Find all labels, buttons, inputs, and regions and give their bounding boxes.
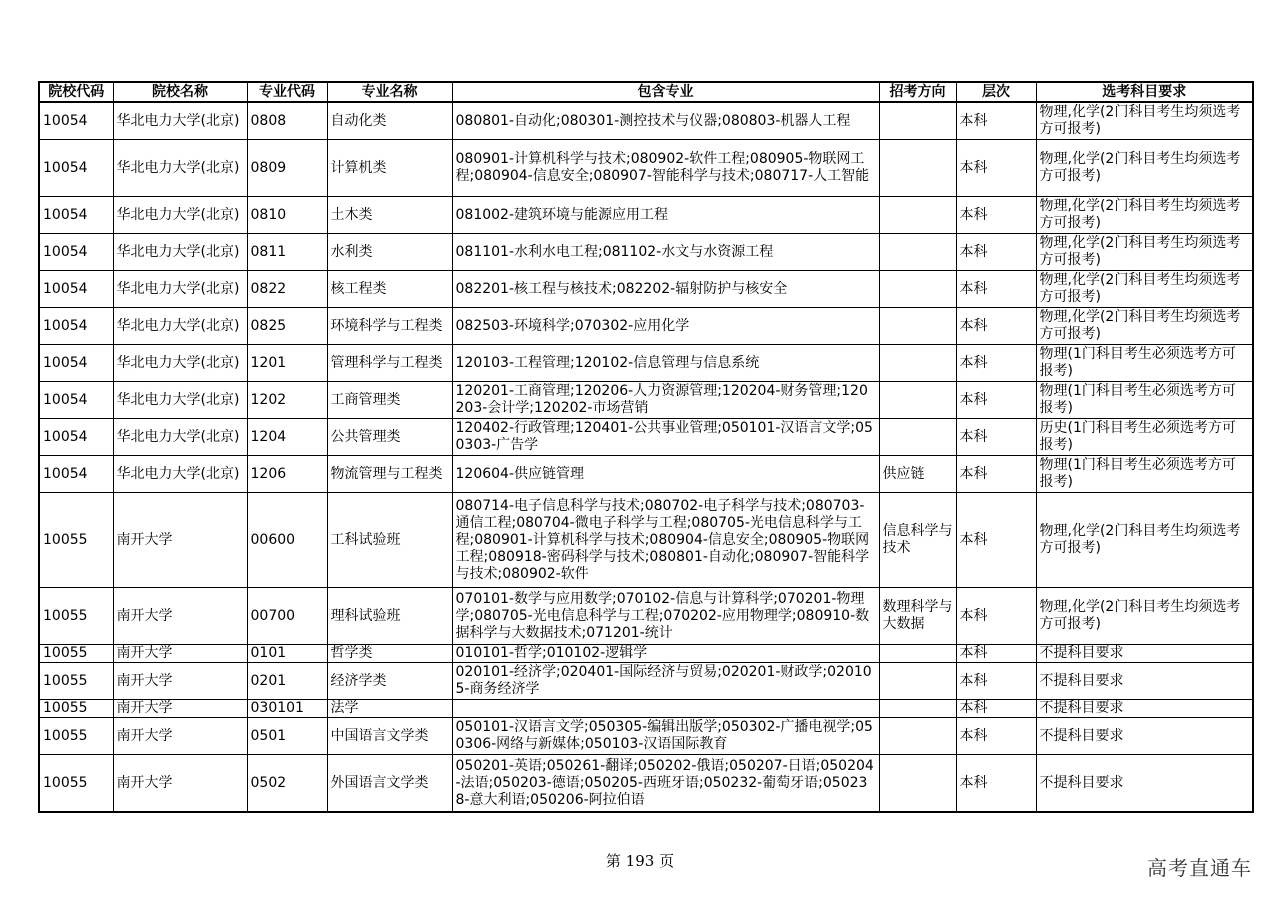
cell-level: 本科 <box>956 645 1036 663</box>
cell-school-name: 南开大学 <box>113 493 247 588</box>
watermark-text: 高考直通车 <box>1147 856 1252 880</box>
cell-school-name: 华北电力大学(北京) <box>113 197 247 234</box>
table-row <box>39 197 1253 234</box>
cell-level: 本科 <box>956 102 1036 140</box>
cell-major-code: 1202 <box>247 382 327 419</box>
cell-level: 本科 <box>956 197 1036 234</box>
cell-major-name: 中国语言文学类 <box>327 718 452 755</box>
cell-requirement: 物理,化学(2门科目考生均须选考方可报考) <box>1036 234 1253 271</box>
table-row <box>39 588 1253 645</box>
cell-level: 本科 <box>956 456 1036 493</box>
cell-level: 本科 <box>956 234 1036 271</box>
cell-included-majors: 082503-环境科学;070302-应用化学 <box>452 308 879 345</box>
cell-requirement: 不提科目要求 <box>1036 645 1253 663</box>
cell-requirement: 不提科目要求 <box>1036 663 1253 700</box>
table-header-row <box>39 82 1253 102</box>
admission-table-container <box>38 81 1252 813</box>
cell-included-majors: 080714-电子信息科学与技术;080702-电子科学与技术;080703-通信工程;080704-微电子科学与工程;080705-光电信息科学与工程;080901-计算机科学与技术;080904-信息安全;080905-物联网工程;080918-密码科学与技术;080801-自动化;080907-智能科学与技术;080902-软件 <box>452 493 879 588</box>
cell-level: 本科 <box>956 755 1036 813</box>
cell-school-name: 华北电力大学(北京) <box>113 271 247 308</box>
cell-school-code: 10055 <box>39 588 113 645</box>
cell-major-code: 0825 <box>247 308 327 345</box>
cell-direction <box>879 645 956 663</box>
cell-school-name: 南开大学 <box>113 700 247 718</box>
header-school-name: 院校名称 <box>113 82 247 102</box>
cell-direction <box>879 102 956 140</box>
header-school-code: 院校代码 <box>39 82 113 102</box>
cell-school-code: 10054 <box>39 382 113 419</box>
table-row <box>39 456 1253 493</box>
cell-direction <box>879 718 956 755</box>
cell-major-code: 0822 <box>247 271 327 308</box>
cell-direction <box>879 140 956 197</box>
table-row <box>39 102 1253 140</box>
cell-major-name: 计算机类 <box>327 140 452 197</box>
table-row <box>39 234 1253 271</box>
cell-major-code: 0502 <box>247 755 327 813</box>
cell-level: 本科 <box>956 700 1036 718</box>
cell-requirement: 历史(1门科目考生必须选考方可报考) <box>1036 419 1253 456</box>
cell-major-name: 经济学类 <box>327 663 452 700</box>
cell-school-code: 10055 <box>39 718 113 755</box>
cell-included-majors: 070101-数学与应用数学;070102-信息与计算科学;070201-物理学;080705-光电信息科学与工程;070202-应用物理学;080910-数据科学与大数据技术;071201-统计 <box>452 588 879 645</box>
cell-major-name: 土木类 <box>327 197 452 234</box>
cell-school-name: 南开大学 <box>113 718 247 755</box>
cell-requirement: 物理,化学(2门科目考生均须选考方可报考) <box>1036 588 1253 645</box>
cell-school-name: 华北电力大学(北京) <box>113 102 247 140</box>
cell-included-majors: 120103-工程管理;120102-信息管理与信息系统 <box>452 345 879 382</box>
cell-direction <box>879 197 956 234</box>
cell-requirement: 不提科目要求 <box>1036 718 1253 755</box>
table-row <box>39 140 1253 197</box>
cell-school-code: 10054 <box>39 234 113 271</box>
cell-included-majors: 120604-供应链管理 <box>452 456 879 493</box>
cell-level: 本科 <box>956 308 1036 345</box>
cell-requirement: 物理,化学(2门科目考生均须选考方可报考) <box>1036 197 1253 234</box>
cell-major-code: 1201 <box>247 345 327 382</box>
cell-level: 本科 <box>956 588 1036 645</box>
cell-direction <box>879 663 956 700</box>
table-row <box>39 271 1253 308</box>
cell-school-name: 华北电力大学(北京) <box>113 345 247 382</box>
cell-major-name: 外国语言文学类 <box>327 755 452 813</box>
cell-direction <box>879 308 956 345</box>
cell-major-code: 030101 <box>247 700 327 718</box>
cell-requirement: 物理,化学(2门科目考生均须选考方可报考) <box>1036 102 1253 140</box>
table-row <box>39 493 1253 588</box>
cell-requirement: 不提科目要求 <box>1036 700 1253 718</box>
header-direction: 招考方向 <box>879 82 956 102</box>
cell-major-name: 哲学类 <box>327 645 452 663</box>
cell-school-name: 南开大学 <box>113 755 247 813</box>
table-body <box>39 102 1253 812</box>
cell-included-majors: 081101-水利水电工程;081102-水文与水资源工程 <box>452 234 879 271</box>
cell-school-code: 10054 <box>39 140 113 197</box>
cell-school-code: 10054 <box>39 197 113 234</box>
cell-requirement: 不提科目要求 <box>1036 755 1253 813</box>
cell-included-majors: 082201-核工程与核技术;082202-辐射防护与核安全 <box>452 271 879 308</box>
cell-requirement: 物理,化学(2门科目考生均须选考方可报考) <box>1036 271 1253 308</box>
cell-major-name: 管理科学与工程类 <box>327 345 452 382</box>
table-row <box>39 382 1253 419</box>
cell-direction <box>879 271 956 308</box>
cell-school-code: 10054 <box>39 102 113 140</box>
cell-major-code: 1204 <box>247 419 327 456</box>
cell-included-majors: 080901-计算机科学与技术;080902-软件工程;080905-物联网工程;080904-信息安全;080907-智能科学与技术;080717-人工智能 <box>452 140 879 197</box>
cell-major-name: 工商管理类 <box>327 382 452 419</box>
cell-school-code: 10054 <box>39 308 113 345</box>
cell-major-code: 0808 <box>247 102 327 140</box>
cell-school-code: 10055 <box>39 755 113 813</box>
cell-direction: 供应链 <box>879 456 956 493</box>
table-row <box>39 718 1253 755</box>
cell-major-name: 核工程类 <box>327 271 452 308</box>
cell-school-code: 10055 <box>39 645 113 663</box>
header-major-name: 专业名称 <box>327 82 452 102</box>
cell-school-name: 华北电力大学(北京) <box>113 234 247 271</box>
cell-school-code: 10054 <box>39 345 113 382</box>
cell-included-majors: 010101-哲学;010102-逻辑学 <box>452 645 879 663</box>
cell-school-name: 华北电力大学(北京) <box>113 140 247 197</box>
cell-level: 本科 <box>956 382 1036 419</box>
header-level: 层次 <box>956 82 1036 102</box>
cell-direction <box>879 345 956 382</box>
table-row <box>39 663 1253 700</box>
cell-level: 本科 <box>956 663 1036 700</box>
cell-included-majors: 081002-建筑环境与能源应用工程 <box>452 197 879 234</box>
cell-school-name: 南开大学 <box>113 663 247 700</box>
cell-school-code: 10055 <box>39 493 113 588</box>
cell-major-name: 水利类 <box>327 234 452 271</box>
cell-major-name: 理科试验班 <box>327 588 452 645</box>
cell-requirement: 物理,化学(2门科目考生均须选考方可报考) <box>1036 140 1253 197</box>
cell-direction: 信息科学与技术 <box>879 493 956 588</box>
cell-level: 本科 <box>956 718 1036 755</box>
cell-included-majors: 120402-行政管理;120401-公共事业管理;050101-汉语言文学;050303-广告学 <box>452 419 879 456</box>
header-requirement: 选考科目要求 <box>1036 82 1253 102</box>
cell-direction <box>879 234 956 271</box>
cell-major-code: 0809 <box>247 140 327 197</box>
table-row <box>39 308 1253 345</box>
cell-school-name: 华北电力大学(北京) <box>113 308 247 345</box>
cell-school-code: 10054 <box>39 456 113 493</box>
table-row <box>39 700 1253 718</box>
cell-direction: 数理科学与大数据 <box>879 588 956 645</box>
cell-level: 本科 <box>956 493 1036 588</box>
cell-school-name: 华北电力大学(北京) <box>113 456 247 493</box>
cell-school-name: 华北电力大学(北京) <box>113 419 247 456</box>
cell-level: 本科 <box>956 419 1036 456</box>
cell-school-name: 南开大学 <box>113 588 247 645</box>
cell-major-name: 工科试验班 <box>327 493 452 588</box>
cell-included-majors: 080801-自动化;080301-测控技术与仪器;080803-机器人工程 <box>452 102 879 140</box>
table-row <box>39 755 1253 813</box>
admission-table <box>38 81 1254 813</box>
header-included-majors: 包含专业 <box>452 82 879 102</box>
cell-major-name: 公共管理类 <box>327 419 452 456</box>
cell-major-code: 0501 <box>247 718 327 755</box>
cell-direction <box>879 419 956 456</box>
cell-school-code: 10054 <box>39 419 113 456</box>
cell-major-name: 环境科学与工程类 <box>327 308 452 345</box>
cell-included-majors: 120201-工商管理;120206-人力资源管理;120204-财务管理;120203-会计学;120202-市场营销 <box>452 382 879 419</box>
cell-requirement: 物理,化学(2门科目考生均须选考方可报考) <box>1036 308 1253 345</box>
cell-major-code: 0810 <box>247 197 327 234</box>
cell-requirement: 物理(1门科目考生必须选考方可报考) <box>1036 456 1253 493</box>
table-row <box>39 345 1253 382</box>
cell-included-majors: 050201-英语;050261-翻译;050202-俄语;050207-日语;050204-法语;050203-德语;050205-西班牙语;050232-葡萄牙语;050238-意大利语;050206-阿拉伯语 <box>452 755 879 813</box>
table-row <box>39 419 1253 456</box>
cell-included-majors: 020101-经济学;020401-国际经济与贸易;020201-财政学;020105-商务经济学 <box>452 663 879 700</box>
cell-level: 本科 <box>956 345 1036 382</box>
cell-requirement: 物理(1门科目考生必须选考方可报考) <box>1036 382 1253 419</box>
cell-school-code: 10055 <box>39 700 113 718</box>
cell-major-name: 自动化类 <box>327 102 452 140</box>
cell-included-majors <box>452 700 879 718</box>
cell-school-name: 华北电力大学(北京) <box>113 382 247 419</box>
cell-major-code: 1206 <box>247 456 327 493</box>
cell-major-name: 法学 <box>327 700 452 718</box>
cell-included-majors: 050101-汉语言文学;050305-编辑出版学;050302-广播电视学;050306-网络与新媒体;050103-汉语国际教育 <box>452 718 879 755</box>
cell-major-code: 00700 <box>247 588 327 645</box>
cell-major-code: 0201 <box>247 663 327 700</box>
cell-major-code: 0811 <box>247 234 327 271</box>
table-row <box>39 645 1253 663</box>
header-major-code: 专业代码 <box>247 82 327 102</box>
cell-school-code: 10054 <box>39 271 113 308</box>
cell-direction <box>879 382 956 419</box>
cell-school-name: 南开大学 <box>113 645 247 663</box>
cell-requirement: 物理(1门科目考生必须选考方可报考) <box>1036 345 1253 382</box>
cell-major-code: 00600 <box>247 493 327 588</box>
cell-direction <box>879 700 956 718</box>
cell-direction <box>879 755 956 813</box>
cell-school-code: 10055 <box>39 663 113 700</box>
page-number: 第 193 页 <box>605 852 675 870</box>
cell-major-code: 0101 <box>247 645 327 663</box>
cell-requirement: 物理,化学(2门科目考生均须选考方可报考) <box>1036 493 1253 588</box>
cell-major-name: 物流管理与工程类 <box>327 456 452 493</box>
cell-level: 本科 <box>956 271 1036 308</box>
cell-level: 本科 <box>956 140 1036 197</box>
